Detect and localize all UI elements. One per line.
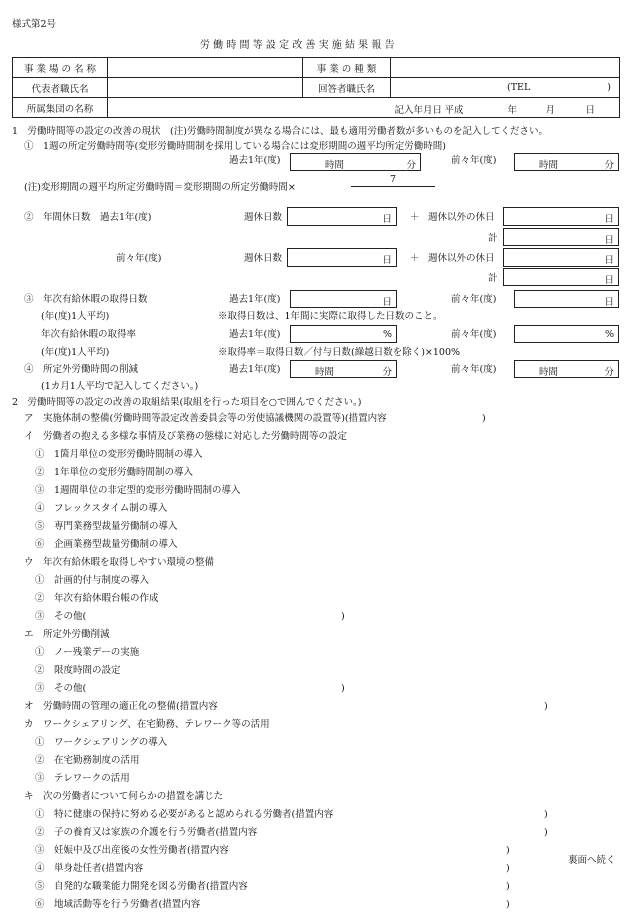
q3-past1-field[interactable]: [290, 290, 397, 308]
day-label: 日: [585, 105, 596, 116]
q3-past2-label: 前々年(度): [451, 294, 497, 305]
list-item[interactable]: ④ 単身赴任者(措置内容: [35, 863, 144, 874]
list-item[interactable]: ⑤ 専門業務型裁量労働制の導入: [35, 521, 178, 532]
hours-unit: 時間: [539, 367, 559, 378]
q4-past1-label: 過去1年(度): [229, 364, 281, 375]
page-title: 労 働 時 間 等 設 定 改 善 実 施 結 果 報 告: [200, 40, 395, 51]
days-unit: 日: [604, 214, 614, 225]
percent-unit: %: [604, 329, 614, 340]
list-item[interactable]: ① ノー残業デーの実施: [35, 647, 140, 658]
fraction-numerator: 7: [390, 174, 397, 185]
list-item-close: ): [506, 845, 510, 856]
q3-label: ③ 年次有給休暇の取得日数: [24, 294, 148, 305]
list-item[interactable]: ③ その他(: [35, 611, 87, 622]
fraction-line: [351, 186, 435, 187]
respondent-field[interactable]: [391, 78, 620, 98]
list-item[interactable]: ③ 妊娠中及び出産後の女性労働者(措置内容: [35, 845, 229, 856]
q1-past2-label: 前々年(度): [451, 155, 497, 166]
q2-past1-other-field[interactable]: [503, 207, 619, 226]
list-item-close: ): [341, 683, 345, 694]
q2-prev-other-field[interactable]: [503, 248, 619, 267]
q1-past1-label: 過去1年(度): [229, 155, 281, 166]
list-item[interactable]: キ 次の労働者について何らかの措置を講じた: [24, 791, 224, 802]
list-item[interactable]: ② 年次有給休暇台帳の作成: [35, 593, 159, 604]
plus-sign: ＋: [410, 253, 420, 264]
days-unit: 日: [382, 255, 392, 266]
q4-past2-field[interactable]: [514, 360, 619, 378]
q3-rate-past2-field[interactable]: [514, 325, 619, 343]
days-unit: 日: [604, 235, 614, 246]
month-label: 月: [545, 105, 556, 116]
q4-past1-field[interactable]: [290, 360, 397, 378]
list-item[interactable]: ① 計画的付与制度の導入: [35, 575, 150, 586]
q2-past1-total-field[interactable]: [503, 228, 619, 246]
list-item[interactable]: イ 労働者の抱える多様な事情及び業務の態様に対応した労働時間等の設定: [24, 431, 348, 442]
list-item[interactable]: ⑥ 地域活動等を行う労働者(措置内容: [35, 899, 201, 910]
list-item[interactable]: エ 所定外労働削減: [24, 629, 110, 640]
minutes-unit: 分: [604, 160, 614, 171]
era-label: 平成: [444, 105, 464, 116]
q1-past1-field[interactable]: [290, 153, 421, 171]
q2-prev-total-field[interactable]: [503, 268, 619, 286]
list-item[interactable]: ⑤ 自発的な職業能力開発を図る労働者(措置内容: [35, 881, 248, 892]
respondent-label: 回答者職氏名: [303, 78, 391, 98]
representative-field[interactable]: [108, 78, 303, 98]
section2-heading: 2 労働時間等の設定の改善の取組結果(取組を行った項目を○で囲んでください。): [12, 397, 362, 408]
other-holidays-label: 週休以外の休日: [428, 212, 495, 223]
list-item[interactable]: ⑥ 企画業務型裁量労働制の導入: [35, 539, 178, 550]
date-field[interactable]: [391, 98, 620, 118]
q3-rate-past1-label: 過去1年(度): [229, 329, 281, 340]
date-label: 記入年月日: [394, 105, 443, 116]
hours-unit: 時間: [325, 160, 345, 171]
tel-close: ): [607, 82, 611, 93]
tel-open: (TEL: [507, 82, 531, 93]
q1-label: ① 1週の所定労働時間等(変形労働時間制を採用している場合には変形期間の週平均所定労働時間): [24, 141, 446, 152]
q2-prev-weekly-field[interactable]: [287, 248, 397, 267]
days-unit: 日: [382, 214, 392, 225]
list-item[interactable]: ア 実施体制の整備(労働時間等設定改善委員会等の労使協議機関の設置等)(措置内容: [24, 413, 387, 424]
q3-sub: (年(度)1人平均): [41, 311, 110, 322]
q2-past1-weekly-field[interactable]: [287, 207, 397, 226]
list-item[interactable]: ① 1箇月単位の変形労働時間制の導入: [35, 449, 203, 460]
list-item[interactable]: ③ 1週間単位の非定型的変形労働時間制の導入: [35, 485, 241, 496]
minutes-unit: 分: [382, 367, 392, 378]
q4-sub: (1カ月1人平均で記入してください。): [41, 381, 199, 392]
hours-unit: 時間: [315, 367, 335, 378]
section1-heading: 1 労働時間等の設定の改善の現状 (注)労働時間制度が異なる場合には、最も適用労働者数が多いものを記入してください。: [12, 126, 548, 137]
list-item[interactable]: ③ テレワークの活用: [35, 773, 130, 784]
list-item[interactable]: ② 限度時間の設定: [35, 665, 121, 676]
q1-note: (注)変形期間の週平均所定労働時間＝変形期間の所定労働時間×: [24, 182, 296, 193]
percent-unit: %: [382, 329, 392, 340]
weekly-holidays-label: 週休日数: [244, 253, 283, 264]
weekly-holidays-label: 週休日数: [244, 212, 283, 223]
list-item-close: ): [544, 827, 548, 838]
list-item-close: ): [341, 611, 345, 622]
business-type-label: 事 業 の 種 類: [303, 58, 391, 78]
minutes-unit: 分: [604, 367, 614, 378]
list-item-close: ): [506, 899, 510, 910]
office-name-field[interactable]: [108, 58, 303, 78]
list-item[interactable]: ① ワークシェアリングの導入: [35, 737, 168, 748]
q3-rate-past2-label: 前々年(度): [451, 329, 497, 340]
office-name-label: 事 業 場 の 名 称: [13, 58, 108, 78]
q1-past2-field[interactable]: [514, 153, 619, 171]
days-unit: 日: [382, 297, 392, 308]
list-item[interactable]: オ 労働時間の管理の適正化の整備(措置内容: [24, 701, 218, 712]
q3-note: ※取得日数は、1年間に実際に取得した日数のこと。: [218, 311, 443, 322]
list-item[interactable]: ② 在宅勤務制度の活用: [35, 755, 140, 766]
continued-note: 裏面へ続く: [568, 855, 616, 866]
list-item[interactable]: カ ワークシェアリング、在宅勤務、テレワーク等の活用: [24, 719, 270, 730]
total-label: 計: [488, 233, 498, 244]
list-item-close: ): [544, 809, 548, 820]
q3-past1-label: 過去1年(度): [229, 294, 281, 305]
list-item[interactable]: ① 特に健康の保持に努める必要があると認められる労働者(措置内容: [35, 809, 334, 820]
business-type-field[interactable]: [391, 58, 620, 78]
list-item[interactable]: ウ 年次有給休暇を取得しやすい環境の整備: [24, 557, 215, 568]
list-item-close: ): [506, 863, 510, 874]
q2-prev-label: 前々年(度): [116, 253, 162, 264]
list-item-close: ): [544, 701, 548, 712]
days-unit: 日: [604, 297, 614, 308]
representative-label: 代表者職氏名: [13, 78, 108, 98]
list-item[interactable]: ④ フレックスタイム制の導入: [35, 503, 168, 514]
minutes-unit: 分: [406, 160, 416, 171]
header-table: [12, 57, 620, 118]
days-unit: 日: [604, 255, 614, 266]
year-label: 年: [507, 105, 518, 116]
other-holidays-label: 週休以外の休日: [428, 253, 495, 264]
form-number: 様式第2号: [12, 19, 57, 30]
list-item[interactable]: ② 子の養育又は家族の介護を行う労働者(措置内容: [35, 827, 258, 838]
q3-past2-field[interactable]: [514, 290, 619, 308]
q3-rate-past1-field[interactable]: [290, 325, 397, 343]
list-item[interactable]: ③ その他(: [35, 683, 87, 694]
list-item-close: ): [482, 413, 486, 424]
list-item-close: ): [506, 881, 510, 892]
plus-sign: ＋: [410, 212, 420, 223]
days-unit: 日: [604, 275, 614, 286]
q4-label: ④ 所定外労働時間の削減: [24, 364, 139, 375]
q2-label: ② 年間休日数 過去1年(度): [24, 212, 152, 223]
hours-unit: 時間: [539, 160, 559, 171]
q4-past2-label: 前々年(度): [451, 364, 497, 375]
q3-rate-label: 年次有給休暇の取得率: [41, 329, 137, 340]
group-label: 所属集団の名称: [13, 98, 108, 118]
q3-rate-sub: (年(度)1人平均): [41, 347, 110, 358]
list-item[interactable]: ② 1年単位の変形労働時間制の導入: [35, 467, 194, 478]
q3-rate-note: ※取得率＝取得日数／付与日数(繰越日数を除く)×100%: [218, 347, 461, 358]
group-field[interactable]: [108, 98, 391, 118]
total-label: 計: [488, 273, 498, 284]
